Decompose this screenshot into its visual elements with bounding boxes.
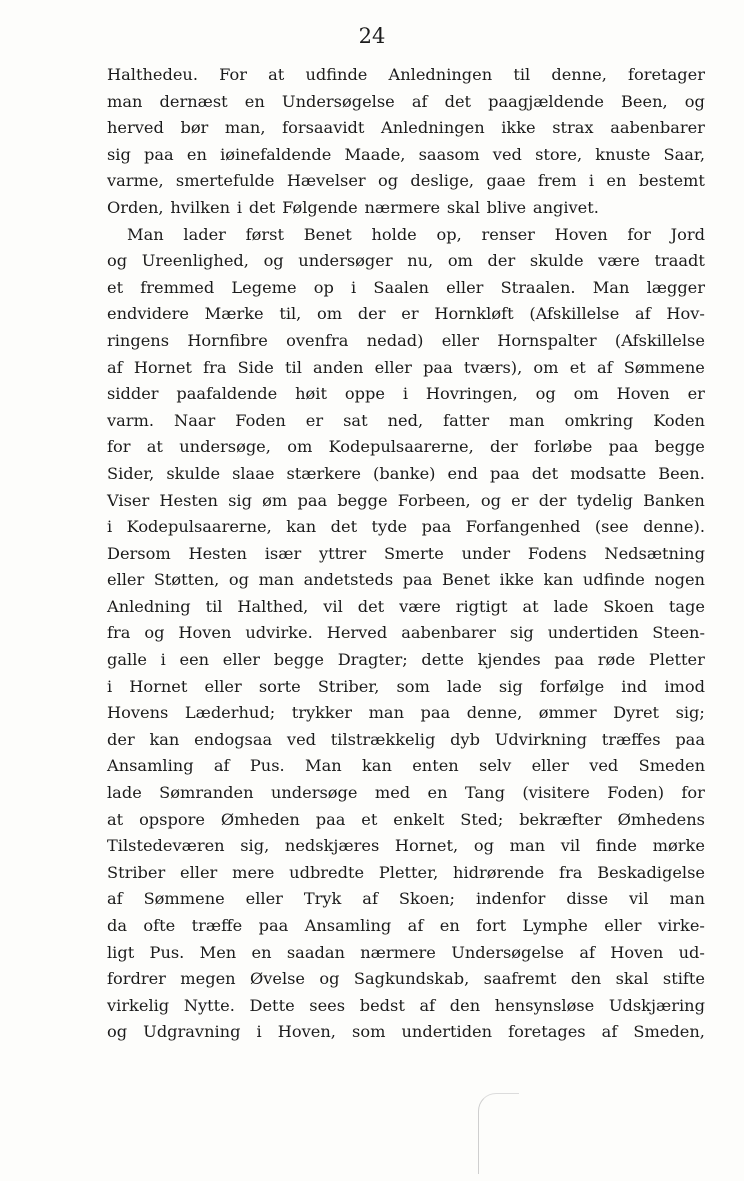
- text-line: fra og Hoven udvirke. Herved aabenbarer sig undertiden Steen-: [107, 623, 705, 643]
- text-line: Dersom Hesten især yttrer Smerte under Fodens Nedsætning: [107, 543, 705, 563]
- text-line: for at undersøge, om Kodepulsaarerne, der forløbe paa begge: [107, 437, 705, 457]
- text-line: sidder paafaldende høit oppe i Hovringen, og om Hoven er: [107, 384, 705, 404]
- text-line: Viser Hesten sig øm paa begge Forbeen, og er der tydelig Banken: [107, 490, 705, 510]
- text-line: Hovens Læderhud; trykker man paa denne, ømmer Dyret sig;: [107, 703, 705, 723]
- text-line: der kan endogsaa ved tilstrækkelig dyb Udvirkning træffes paa: [107, 729, 705, 749]
- text-line: af Hornet fra Side til anden eller paa tværs), om et af Sømmene: [107, 357, 705, 377]
- text-line: herved bør man, forsaavidt Anledningen ikke strax aabenbarer: [107, 118, 705, 138]
- text-line: Sider, skulde slaae stærkere (banke) end paa det modsatte Been.: [107, 463, 705, 483]
- text-line: Halthedeu. For at udfinde Anledningen til denne, foretager: [107, 65, 705, 84]
- text-line: Orden, hvilken i det Følgende nærmere skal blive angivet.: [107, 197, 599, 217]
- text-line: og Udgravning i Hoven, som undertiden foretages af Smeden,: [107, 1022, 705, 1042]
- text-line: at opspore Ømheden paa et enkelt Sted; bekræfter Ømhedens: [107, 809, 705, 829]
- text-line: af Sømmene eller Tryk af Skoen; indenfor disse vil man: [107, 889, 705, 909]
- text-line: Anledning til Halthed, vil det være rigtigt at lade Skoen tage: [107, 596, 705, 616]
- page-corner-mark: [478, 1093, 519, 1174]
- text-line: ligt Pus. Men en saadan nærmere Undersøgelse af Hoven ud-: [107, 942, 705, 962]
- body-text: [107, 62, 705, 1046]
- text-line: lade Sømranden undersøge med en Tang (visitere Foden) for: [107, 783, 705, 803]
- text-line: fordrer megen Øvelse og Sagkundskab, saafremt den skal stifte: [107, 969, 705, 989]
- text-line: i Hornet eller sorte Striber, som lade sig forfølge ind imod: [107, 676, 705, 696]
- text-line: varm. Naar Foden er sat ned, fatter man omkring Koden: [107, 410, 705, 430]
- text-line: og Ureenlighed, og undersøger nu, om der skulde være traadt: [107, 251, 705, 271]
- text-line: varme, smertefulde Hævelser og deslige, gaae frem i en bestemt: [107, 171, 705, 191]
- text-line: endvidere Mærke til, om der er Hornkløft (Afskillelse af Hov-: [107, 304, 705, 324]
- text-line: sig paa en iøinefaldende Maade, saasom ved store, knuste Saar,: [107, 144, 705, 164]
- text-line: et fremmed Legeme op i Saalen eller Straalen. Man lægger: [107, 277, 705, 297]
- text-line: i Kodepulsaarerne, kan det tyde paa Forfangenhed (see denne).: [107, 517, 705, 537]
- text-line: Tilstedeværen sig, nedskjæres Hornet, og man vil finde mørke: [107, 836, 705, 856]
- text-line: virkelig Nytte. Dette sees bedst af den hensynsløse Udskjæring: [107, 995, 705, 1015]
- text-line: Man lader først Benet holde op, renser Hoven for Jord: [127, 224, 705, 244]
- text-line: eller Støtten, og man andetsteds paa Benet ikke kan udfinde nogen: [107, 570, 705, 590]
- page-number: 24: [358, 24, 386, 48]
- text-line: Ansamling af Pus. Man kan enten selv eller ved Smeden: [107, 756, 705, 776]
- text-line: ringens Hornfibre ovenfra nedad) eller Hornspalter (Afskillelse: [107, 330, 705, 350]
- text-line: Striber eller mere udbredte Pletter, hidrørende fra Beskadigelse: [107, 862, 705, 882]
- text-line: da ofte træffe paa Ansamling af en fort Lymphe eller virke-: [107, 916, 705, 935]
- text-line: man dernæst en Undersøgelse af det paagjældende Been, og: [107, 91, 705, 111]
- text-line: galle i een eller begge Dragter; dette kjendes paa røde Pletter: [107, 650, 705, 670]
